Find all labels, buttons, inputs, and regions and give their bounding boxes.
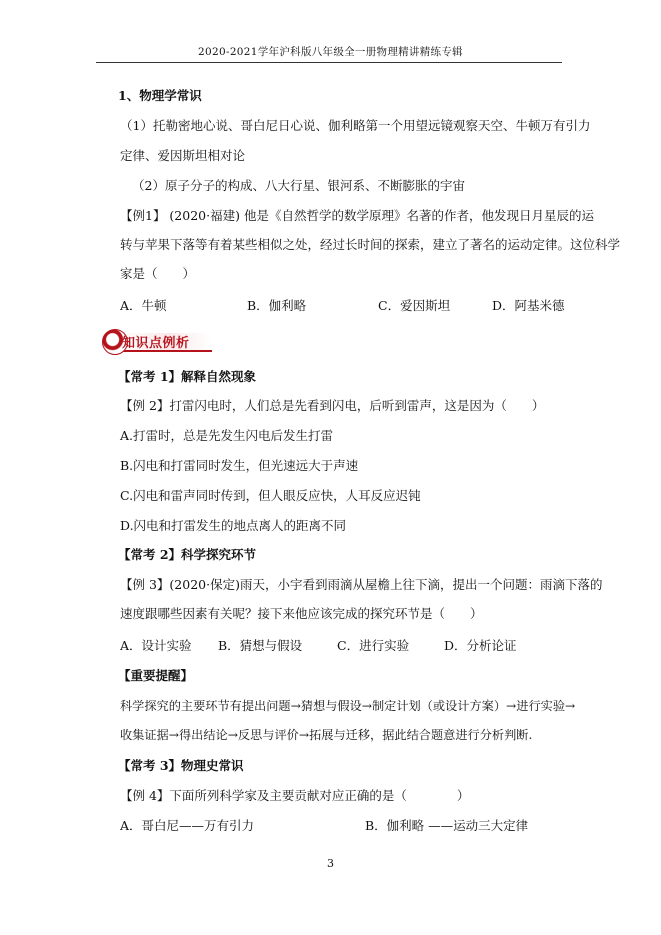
example3-line-1: 【例 3】(2020·保定)雨天，小宇看到雨滴从屋檐上往下滴，提出一个问题：雨滴下落的 bbox=[120, 577, 603, 592]
topic1-heading: 【常考 1】解释自然现象 bbox=[118, 369, 257, 384]
topic3-heading: 【常考 3】物理史常识 bbox=[118, 758, 244, 773]
example3-option-d: D．分析论证 bbox=[444, 638, 517, 653]
section1-item-1: （1）托勒密地心说、哥白尼日心说、伽利略第一个用望远镜观察天空、牛顿万有引力 bbox=[120, 118, 591, 133]
example3-option-c: C．进行实验 bbox=[337, 638, 410, 653]
banner-label: 知识点例析 bbox=[122, 336, 190, 351]
example2-option-c: C.闪电和雷声同时传到，但人眼反应快，人耳反应迟钝 bbox=[120, 488, 421, 503]
example3-option-b: B．猜想与假设 bbox=[218, 638, 303, 653]
example1-line-2: 转与苹果下落等有着某些相似之处，经过长时间的探索，建立了著名的运动定律。这位科学 bbox=[120, 237, 621, 252]
example2-option-b: B.闪电和打雷同时发生，但光速远大于声速 bbox=[120, 458, 359, 473]
example4-option-a: A．哥白尼——万有引力 bbox=[120, 818, 255, 833]
example1-option-d: D．阿基米德 bbox=[492, 298, 565, 313]
knowledge-example-banner bbox=[102, 328, 214, 354]
section1-item-1-cont: 定律、爱因斯坦相对论 bbox=[120, 148, 246, 163]
example1-line-1: 【例1】 (2020·福建) 他是《自然哲学的数学原理》名著的作者，他发现日月星辰的运 bbox=[120, 208, 594, 223]
tip-line-2: 收集证据→得出结论→反思与评价→拓展与迁移，据此结合题意进行分析判断. bbox=[120, 728, 533, 742]
example3-option-a: A．设计实验 bbox=[120, 638, 192, 653]
section-heading-physics-common-sense: 1、物理学常识 bbox=[118, 88, 202, 103]
example1-option-c: C．爱因斯坦 bbox=[378, 298, 451, 313]
example2-option-a: A.打雷时，总是先发生闪电后发生打雷 bbox=[120, 428, 334, 443]
example4-question: 【例 4】下面所列科学家及主要贡献对应正确的是（ ） bbox=[120, 788, 470, 803]
example3-line-2: 速度跟哪些因素有关呢？接下来他应该完成的探究环节是（ ） bbox=[120, 606, 483, 621]
example2-question: 【例 2】打雷闪电时，人们总是先看到闪电，后听到雷声，这是因为（ ） bbox=[120, 398, 545, 413]
example1-line-3: 家是（ ） bbox=[120, 266, 196, 281]
example1-option-a: A．牛顿 bbox=[120, 298, 167, 313]
page-number: 3 bbox=[327, 857, 334, 870]
page-header: 2020-2021学年沪科版八年级全一册物理精讲精练专辑 bbox=[198, 46, 463, 58]
topic2-heading: 【常考 2】科学探究环节 bbox=[118, 547, 257, 562]
example1-option-b: B．伽利略 bbox=[247, 298, 307, 313]
header-divider bbox=[96, 62, 562, 63]
tip-heading: 【重要提醒】 bbox=[118, 668, 194, 683]
example2-option-d: D.闪电和打雷发生的地点离人的距离不同 bbox=[120, 518, 347, 533]
example4-option-b: B．伽利略 ——运动三大定律 bbox=[365, 818, 529, 833]
tip-line-1: 科学探究的主要环节有提出问题→猜想与假设→制定计划（或设计方案）→进行实验→ bbox=[120, 699, 576, 713]
section1-item-2: （2）原子分子的构成、八大行星、银河系、不断膨胀的宇宙 bbox=[132, 178, 465, 193]
